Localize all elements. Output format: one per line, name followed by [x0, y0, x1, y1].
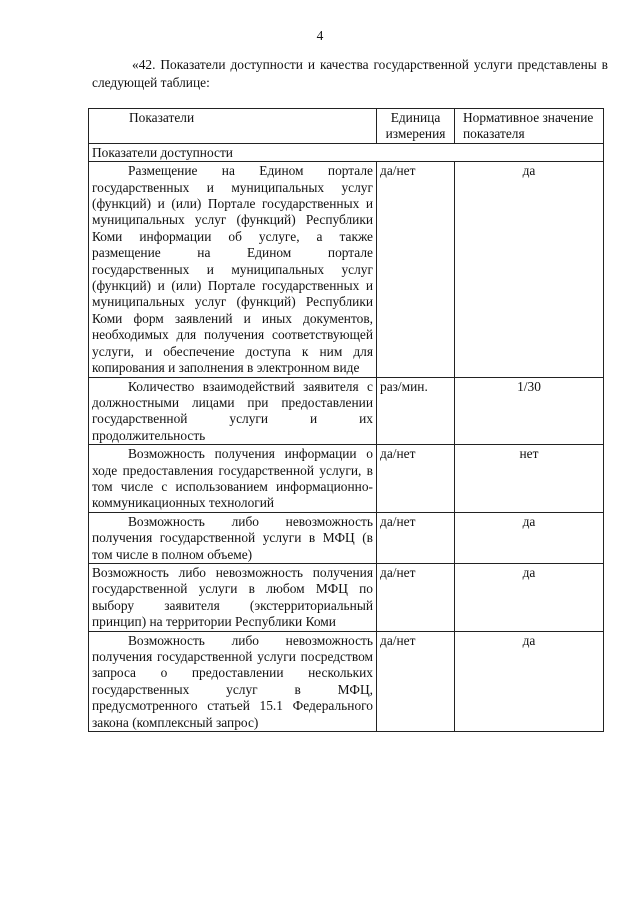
page-number: 4	[316, 28, 324, 43]
table-row	[89, 377, 604, 445]
unit-cell: да/нет	[377, 563, 455, 631]
header-norm: Нормативное значение показателя	[455, 109, 604, 144]
table-row	[89, 445, 604, 513]
intro-paragraph: «42. Показатели доступности и качества государственной услуги представлены в следующей таблице:	[92, 57, 608, 90]
header-indicator: Показатели	[89, 109, 377, 144]
norm-cell: 1/30	[455, 377, 604, 445]
section-row	[89, 143, 604, 161]
header-unit: Единица измерения	[377, 109, 455, 144]
table-row	[89, 563, 604, 631]
norm-cell: нет	[455, 445, 604, 513]
table-row	[89, 512, 604, 563]
indicators-table	[88, 108, 604, 732]
unit-cell: да/нет	[377, 512, 455, 563]
indicator-cell: Возможность либо невозможность получения государственной услуги в МФЦ (в том числе в полном объеме)	[89, 512, 377, 563]
norm-cell: да	[455, 162, 604, 377]
indicator-cell: Размещение на Едином портале государственных и муниципальных услуг (функций) и (или) Портале государственных и муниципальных услуг (функций) Республики Коми информации об услуге, а также размещение на Едином портале государственных и муниципальных услуг (функций) и (или) Портале государственных и муниципальных услуг (функций) Республики Коми форм заявлений и иных документов, необходимых для получения соответствующей услуги, и обеспечение доступа к ним для копирования и заполнения в электронном виде	[89, 162, 377, 377]
unit-cell: да/нет	[377, 162, 455, 377]
table-row	[89, 162, 604, 377]
indicator-cell: Количество взаимодействий заявителя с должностными лицами при предоставлении государственной услуги и их продолжительность	[89, 377, 377, 445]
table-header-row	[89, 109, 604, 144]
indicator-cell: Возможность либо невозможность получения государственной услуги в любом МФЦ по выбору заявителя (экстерриториальный принцип) на территории Республики Коми	[89, 563, 377, 631]
unit-cell: да/нет	[377, 445, 455, 513]
indicator-cell: Возможность либо невозможность получения государственной услуги посредством запроса о предоставлении нескольких государственных услуг в МФЦ, предусмотренного статьей 15.1 Федерального закона (комплексный запрос)	[89, 631, 377, 731]
section-title: Показатели доступности	[89, 143, 604, 161]
table-row	[89, 631, 604, 731]
norm-cell: да	[455, 512, 604, 563]
unit-cell: раз/мин.	[377, 377, 455, 445]
norm-cell: да	[455, 563, 604, 631]
norm-cell: да	[455, 631, 604, 731]
indicator-cell: Возможность получения информации о ходе предоставления государственной услуги, в том числе с использованием информационно-коммуникационных технологий	[89, 445, 377, 513]
unit-cell: да/нет	[377, 631, 455, 731]
